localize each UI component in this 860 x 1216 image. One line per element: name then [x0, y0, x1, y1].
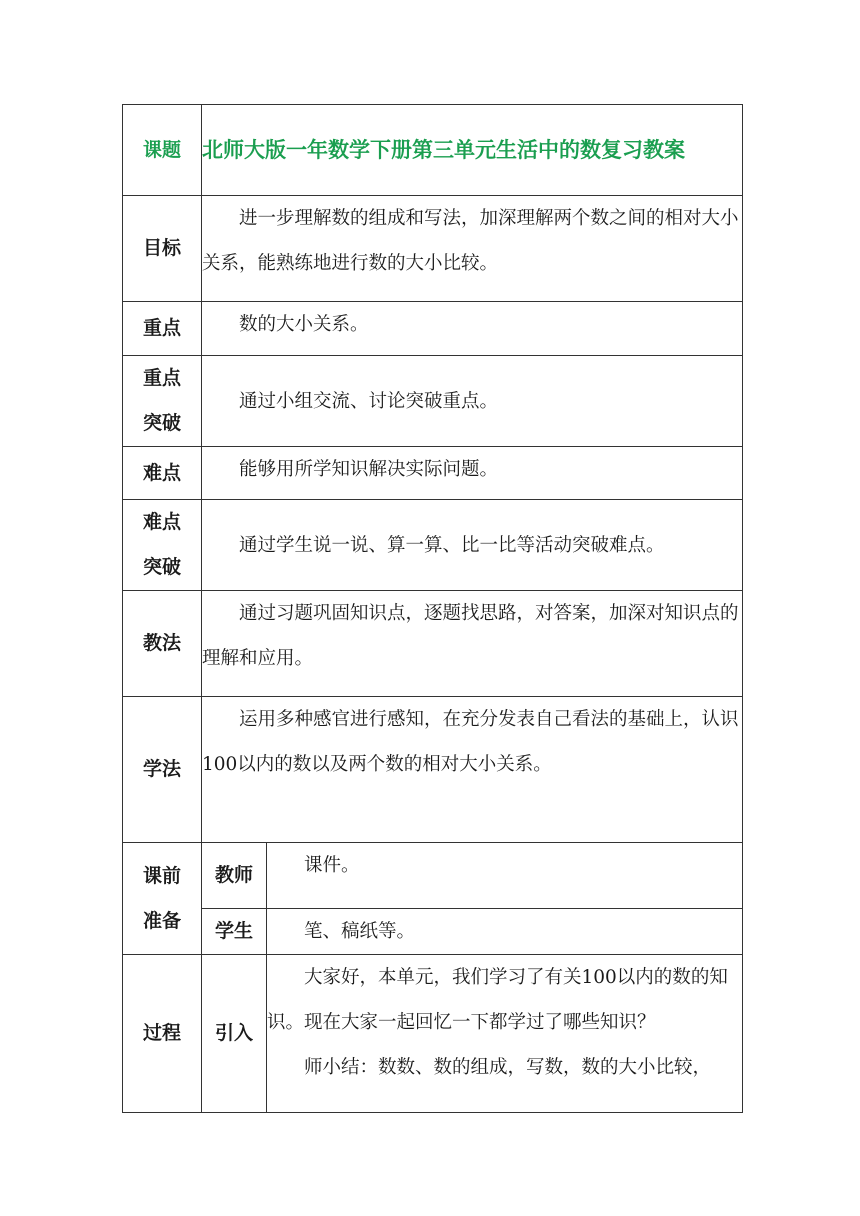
difficulty-breakthrough-text: 通过学生说一说、算一算、比一比等活动突破难点。 — [239, 534, 665, 556]
difficulty-label: 难点 — [123, 447, 202, 500]
row-prep-teacher — [123, 843, 743, 909]
row-key-point — [123, 302, 743, 356]
key-point-label: 重点 — [123, 302, 202, 356]
row-goal — [123, 196, 743, 302]
goal-label: 目标 — [123, 196, 202, 302]
title-label: 课题 — [123, 105, 202, 196]
teacher-text: 课件。 — [304, 855, 360, 876]
title-text: 北师大版一年数学下册第三单元生活中的数复习教案 — [202, 105, 743, 196]
process-para-2: 师小结：数数、数的组成，写数，数的大小比较， — [304, 1057, 712, 1078]
key-breakthrough-label-line1: 重点 — [142, 367, 181, 389]
row-difficulty — [123, 447, 743, 500]
difficulty-text: 能够用所学知识解决实际问题。 — [239, 459, 499, 480]
process-label: 过程 — [123, 955, 202, 1113]
row-process — [123, 955, 743, 1113]
difficulty-breakthrough-label — [123, 500, 202, 591]
difficulty-breakthrough-cell — [202, 500, 743, 591]
key-breakthrough-label — [123, 356, 202, 447]
teaching-method-label: 教法 — [123, 591, 202, 697]
preparation-label — [123, 843, 202, 955]
key-breakthrough-label-line2: 突破 — [142, 412, 181, 434]
row-key-breakthrough — [123, 356, 743, 447]
learning-method-label: 学法 — [123, 697, 202, 843]
key-point-cell — [202, 302, 743, 356]
difficulty-breakthrough-label-line2: 突破 — [142, 556, 181, 578]
learning-method-cell — [202, 697, 743, 843]
student-text: 笔、稿纸等。 — [304, 921, 416, 942]
student-cell — [267, 909, 743, 955]
key-breakthrough-text: 通过小组交流、讨论突破重点。 — [239, 390, 499, 412]
goal-cell — [202, 196, 743, 302]
learning-method-text: 运用多种感官进行感知，在充分发表自己看法的基础上，认识100以内的数以及两个数的相对大小关系。 — [202, 709, 739, 775]
row-teaching-method — [123, 591, 743, 697]
key-point-text: 数的大小关系。 — [239, 314, 369, 335]
difficulty-breakthrough-label-line1: 难点 — [142, 511, 181, 533]
row-difficulty-breakthrough — [123, 500, 743, 591]
difficulty-cell — [202, 447, 743, 500]
preparation-label-line1: 课前 — [142, 864, 181, 887]
process-cell — [267, 955, 743, 1113]
teacher-label: 教师 — [202, 843, 267, 909]
process-para-1: 大家好，本单元，我们学习了有关100以内的数的知识。现在大家一起回忆一下都学过了哪些知识？ — [267, 967, 728, 1033]
row-title — [123, 105, 743, 196]
row-prep-student — [123, 909, 743, 955]
teaching-method-text: 通过习题巩固知识点，逐题找思路，对答案，加深对知识点的理解和应用。 — [202, 603, 739, 669]
teacher-cell — [267, 843, 743, 909]
key-breakthrough-cell — [202, 356, 743, 447]
goal-text: 进一步理解数的组成和写法，加深理解两个数之间的相对大小关系，能熟练地进行数的大小比较。 — [202, 208, 739, 274]
row-learning-method — [123, 697, 743, 843]
student-label: 学生 — [202, 909, 267, 955]
intro-label: 引入 — [202, 955, 267, 1113]
lesson-plan-table — [122, 104, 743, 1113]
preparation-label-line2: 准备 — [142, 909, 181, 932]
teaching-method-cell — [202, 591, 743, 697]
